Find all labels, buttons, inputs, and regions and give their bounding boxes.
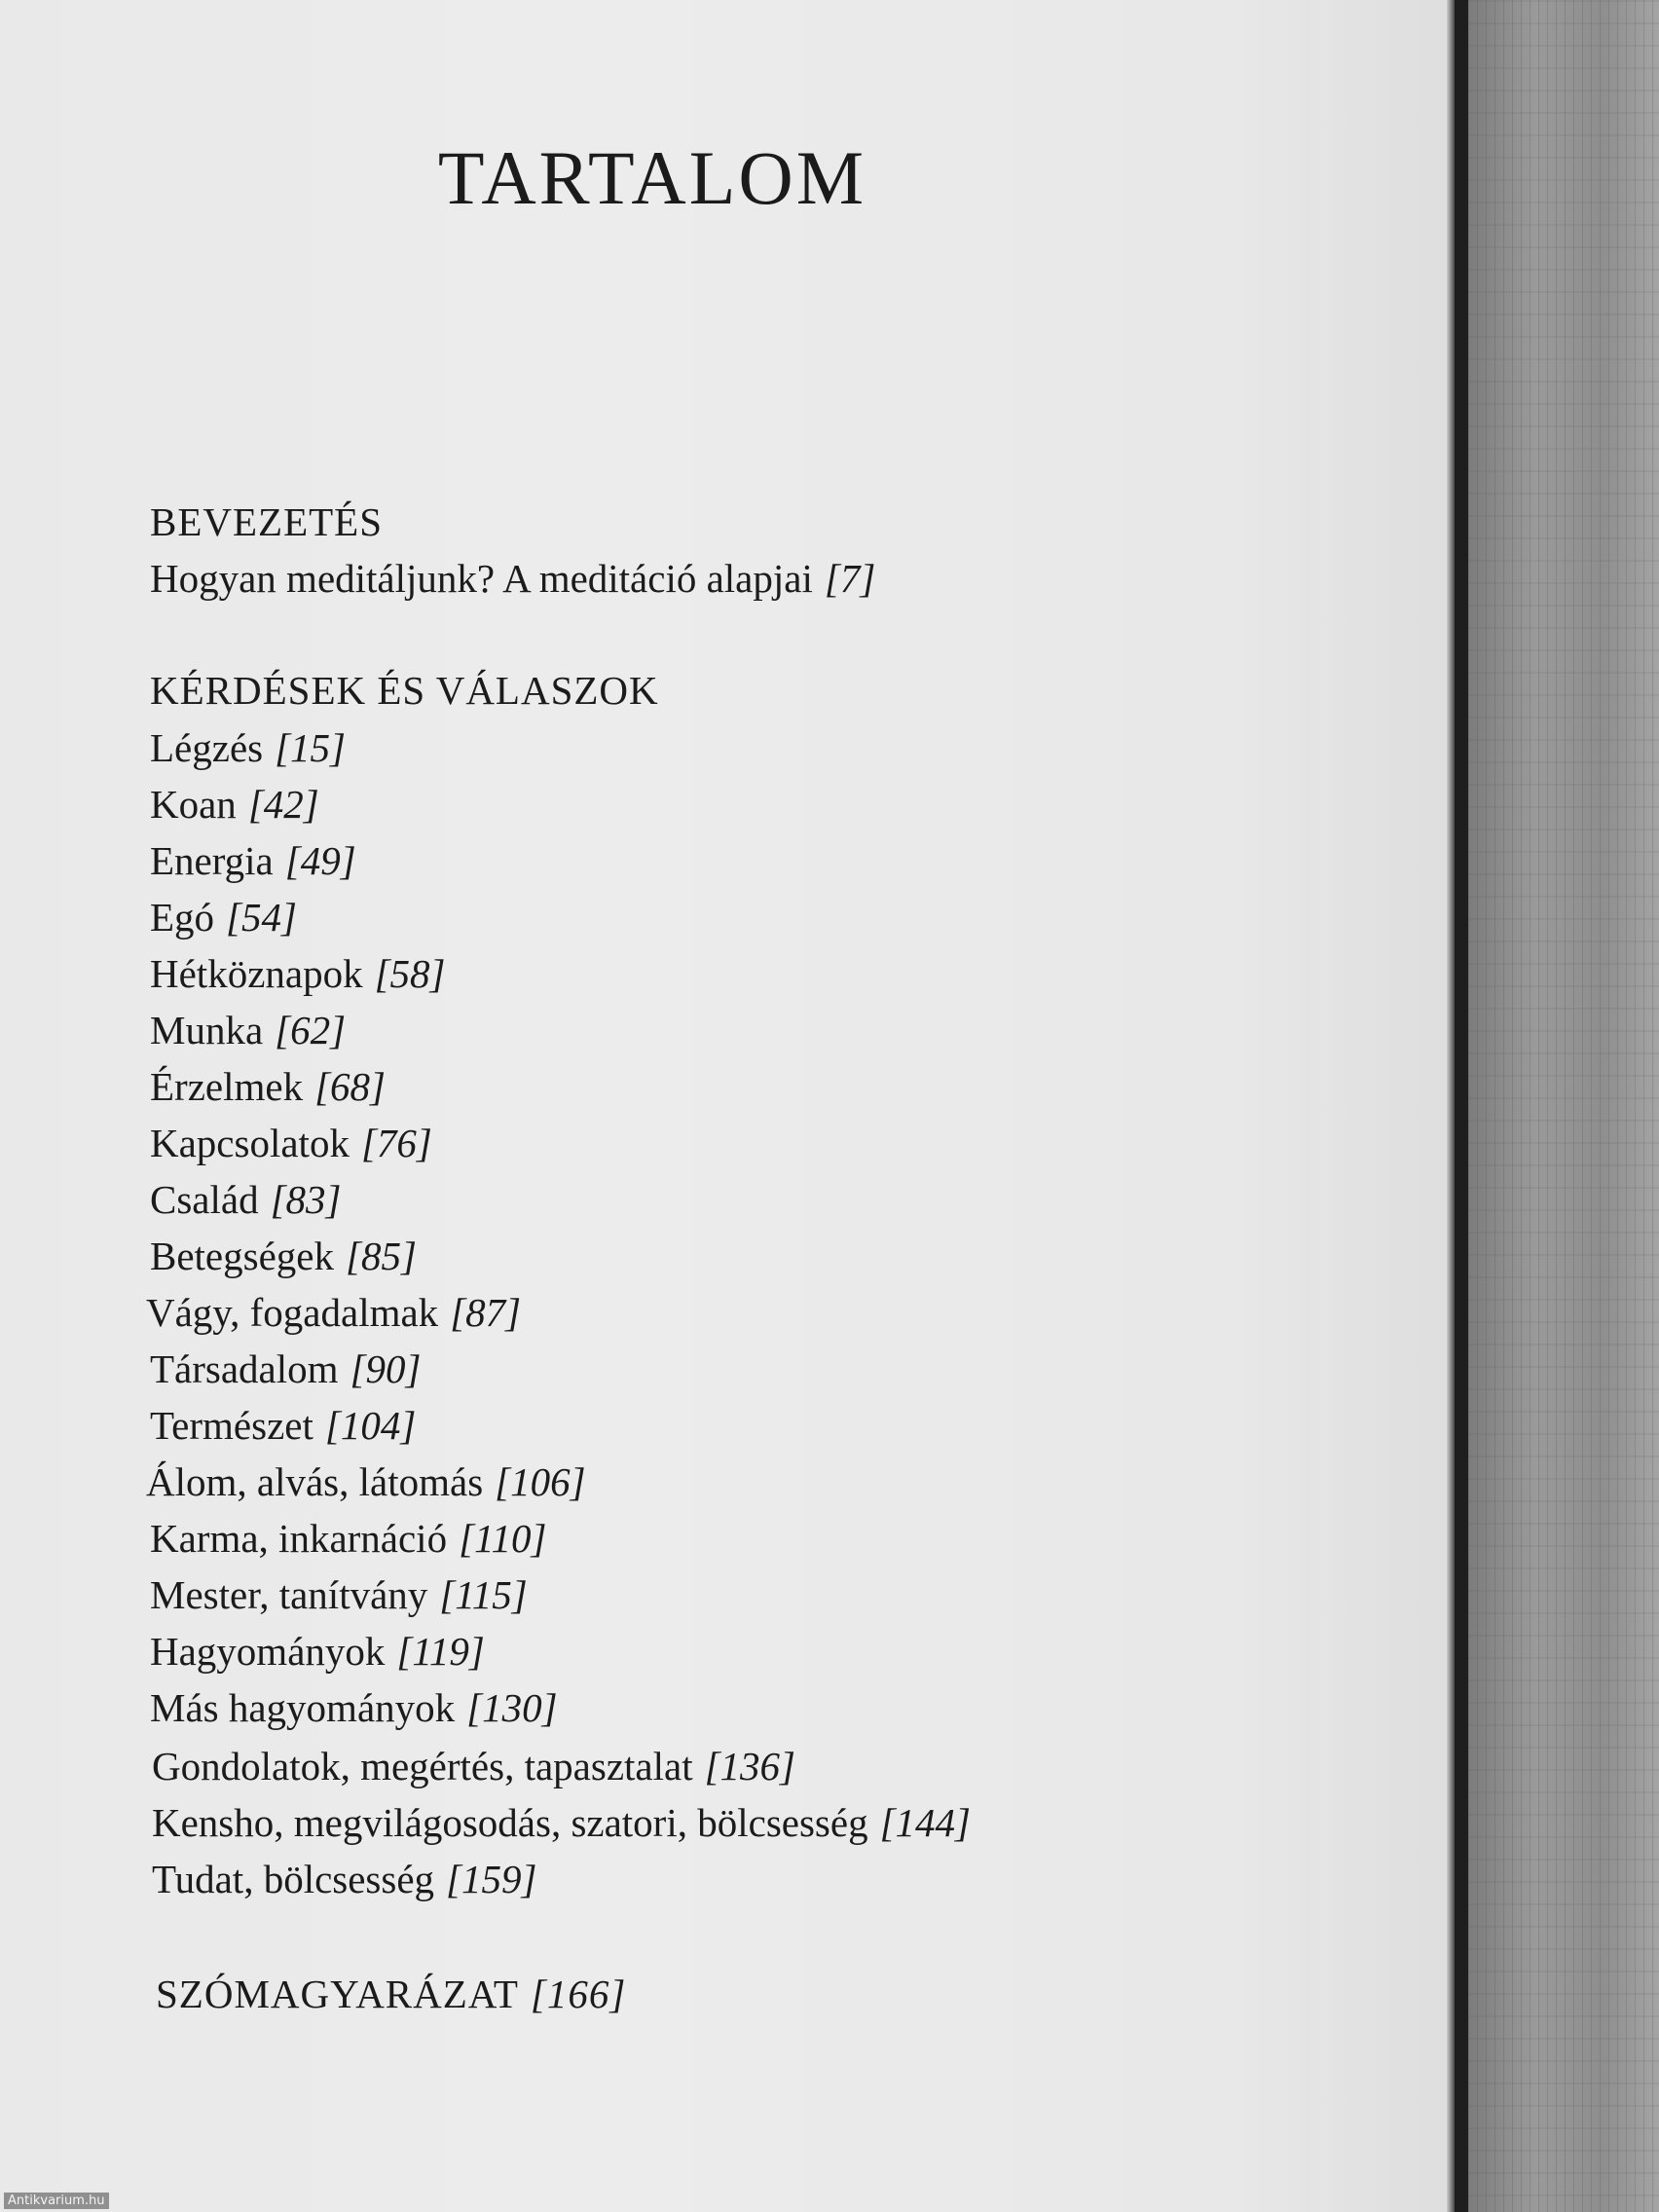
toc-entry-page: [115]	[439, 1572, 528, 1617]
toc-entry[interactable]	[150, 1684, 558, 1731]
toc-entry-page: [68]	[314, 1064, 386, 1109]
toc-entry[interactable]	[146, 1289, 521, 1336]
toc-entry-page: [159]	[446, 1857, 537, 1901]
toc-entry-page: [119]	[396, 1629, 485, 1674]
toc-entry-label: Betegségek	[150, 1234, 334, 1278]
page-edge	[1447, 0, 1455, 2212]
toc-entry-page: [110]	[459, 1516, 547, 1561]
toc-entry-label: Más hagyományok	[150, 1685, 456, 1730]
book-spine	[1455, 0, 1468, 2212]
toc-entry-page: [7]	[824, 556, 876, 601]
toc-entry-label: Egó	[150, 895, 215, 940]
toc-entry-label: Karma, inkarnáció	[150, 1516, 448, 1561]
toc-entry[interactable]	[150, 1120, 432, 1166]
toc-entry[interactable]	[150, 1233, 417, 1279]
toc-entry[interactable]	[150, 1402, 416, 1449]
watermark: Antikvarium.hu	[4, 2193, 109, 2209]
toc-entry[interactable]	[150, 1346, 421, 1392]
toc-entry-page: [58]	[374, 951, 446, 996]
toc-entry-page: [49]	[284, 838, 356, 883]
toc-entry[interactable]	[152, 1743, 795, 1789]
toc-entry-page: [42]	[247, 782, 319, 827]
toc-entry-label: Társadalom	[150, 1346, 339, 1391]
toc-entry-page: [104]	[324, 1403, 417, 1448]
toc-entry-label: Gondolatok, megértés, tapasztalat	[152, 1744, 693, 1788]
toc-entry-label: Hagyományok	[150, 1629, 386, 1674]
toc-entry-label: Vágy, fogadalmak	[146, 1290, 439, 1335]
toc-entry[interactable]	[150, 1007, 346, 1053]
section-heading-szomagyarazat: SZÓMAGYARÁZAT	[156, 1972, 519, 2016]
toc-entry-label: Légzés	[150, 725, 264, 770]
toc-entry-label: Természet	[150, 1403, 313, 1448]
toc-entry-label: Munka	[150, 1008, 264, 1052]
toc-entry-page: [166]	[530, 1972, 627, 2016]
toc-entry-label: Érzelmek	[150, 1064, 304, 1109]
background-surface	[1468, 0, 1659, 2212]
toc-entry[interactable]	[150, 781, 319, 828]
toc-entry[interactable]	[150, 724, 346, 771]
toc-entry-page: [106]	[495, 1459, 586, 1504]
toc-entry-label: Család	[150, 1177, 259, 1222]
page-title: TARTALOM	[437, 135, 867, 220]
toc-entry-label: Mester, tanítvány	[150, 1572, 428, 1617]
toc-entry[interactable]	[150, 894, 297, 940]
toc-entry-label: Hétköznapok	[150, 951, 363, 996]
toc-entry-page: [90]	[350, 1346, 422, 1391]
toc-entry[interactable]	[150, 1628, 485, 1675]
toc-entry[interactable]	[152, 1799, 971, 1846]
toc-entry[interactable]	[150, 1571, 528, 1618]
toc-entry-page: [130]	[466, 1685, 558, 1730]
toc-entry[interactable]	[156, 1971, 626, 2017]
toc-entry-page: [144]	[879, 1800, 971, 1845]
toc-entry[interactable]	[150, 1063, 386, 1110]
toc-entry[interactable]	[146, 1458, 586, 1505]
toc-entry[interactable]	[150, 1515, 546, 1562]
toc-entry-page: [136]	[704, 1744, 796, 1788]
toc-entry-label: Álom, alvás, látomás	[146, 1459, 484, 1504]
toc-entry-page: [15]	[275, 725, 347, 770]
toc-entry[interactable]	[152, 1856, 536, 1902]
toc-entry-page: [54]	[226, 895, 297, 940]
toc-entry-label: Hogyan meditáljunk? A meditáció alapjai	[150, 556, 813, 601]
toc-entry-page: [87]	[450, 1290, 522, 1335]
section-heading-kerdesek-es-valaszok: KÉRDÉSEK ÉS VÁLASZOK	[150, 668, 659, 713]
toc-entry[interactable]	[150, 950, 446, 997]
toc-entry-label: Kensho, megvilágosodás, szatori, bölcsesség	[152, 1800, 868, 1845]
toc-entry[interactable]	[150, 1176, 342, 1223]
toc-entry[interactable]	[150, 555, 875, 602]
toc-entry-label: Energia	[150, 838, 274, 883]
toc-entry-page: [76]	[360, 1121, 432, 1165]
toc-entry-label: Kapcsolatok	[150, 1121, 350, 1165]
toc-entry-page: [83]	[270, 1177, 342, 1222]
section-heading-bevezetes: BEVEZETÉS	[150, 499, 384, 544]
toc-entry-page: [85]	[345, 1234, 417, 1278]
toc-entry[interactable]	[150, 837, 356, 884]
toc-entry-label: Koan	[150, 782, 237, 827]
toc-entry-label: Tudat, bölcsesség	[152, 1857, 435, 1901]
toc-entry-page: [62]	[275, 1008, 347, 1052]
